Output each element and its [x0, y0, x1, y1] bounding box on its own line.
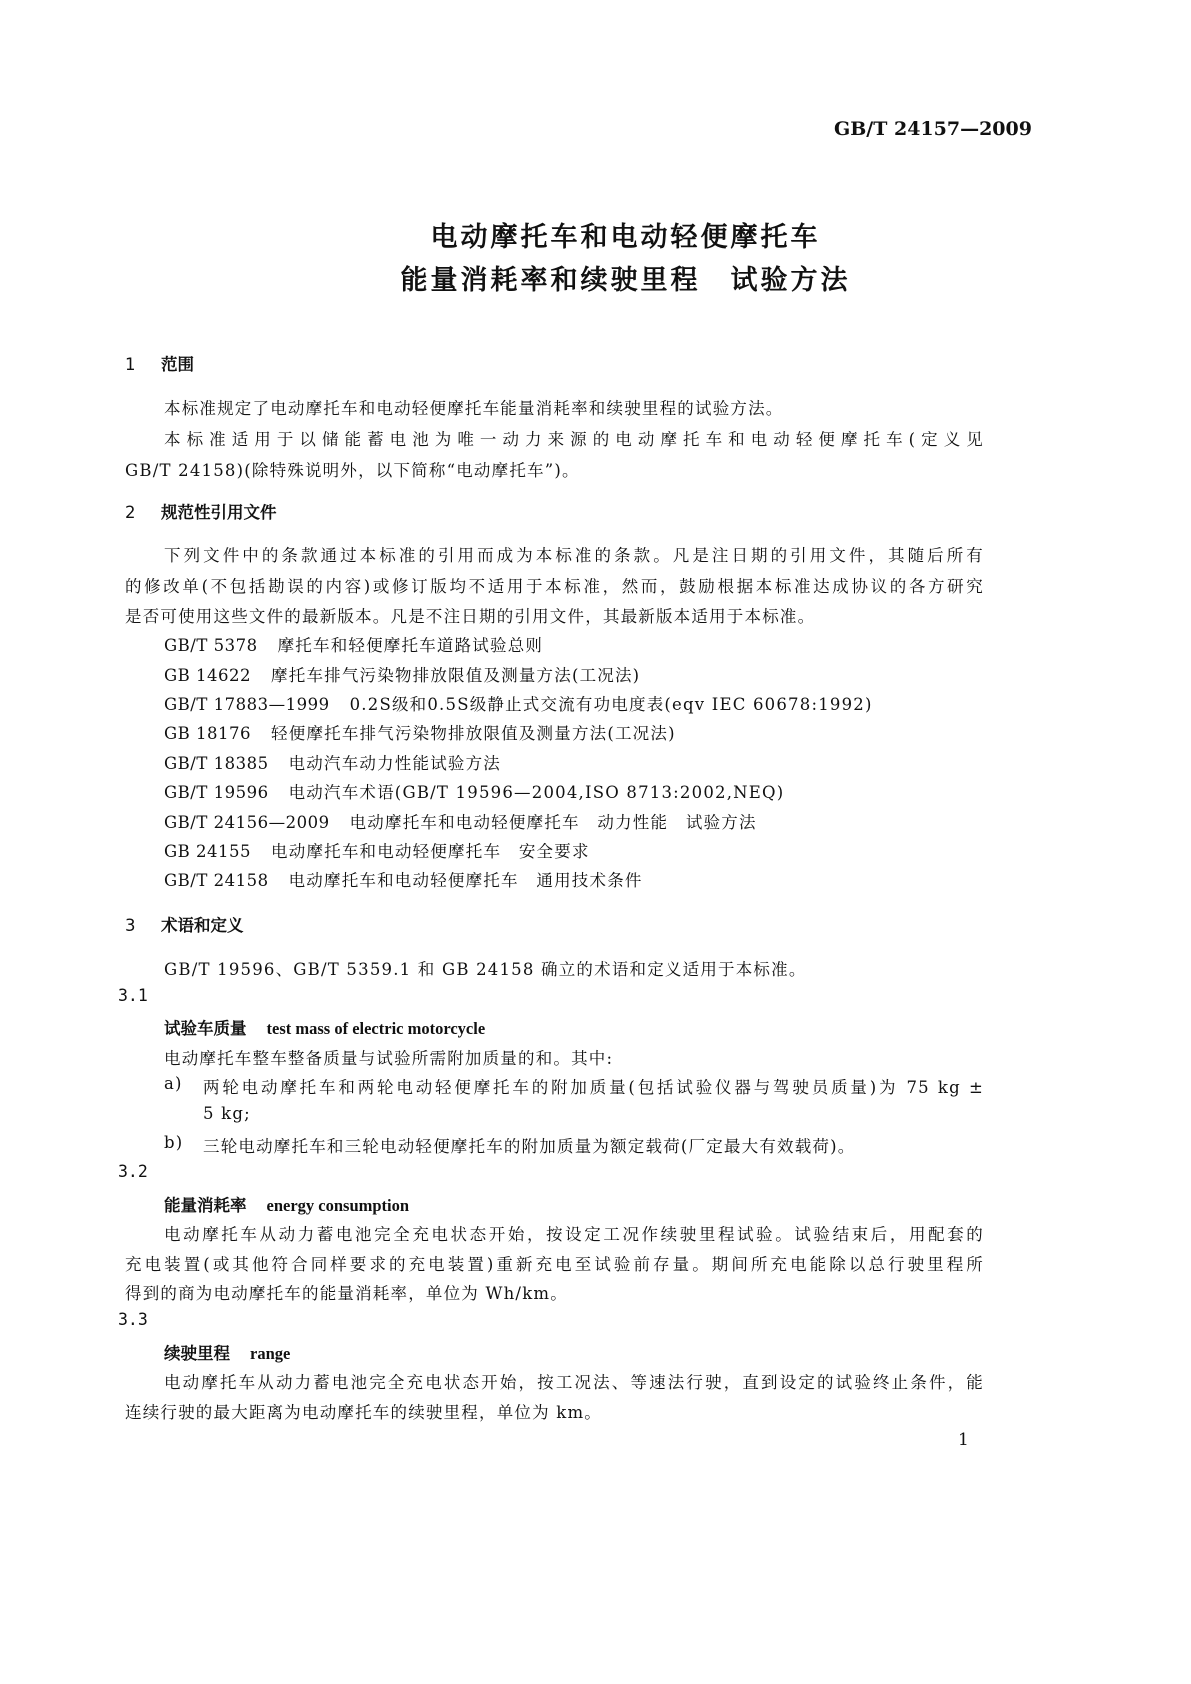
list-label: a) — [164, 1074, 183, 1093]
paragraph: 本标准适用于以储能蓄电池为唯一动力来源的电动摩托车和电动轻便摩托车(定义见 — [164, 430, 984, 449]
paragraph: GB/T 19596、GB/T 5359.1 和 GB 24158 确立的术语和定义适用于本标准。 — [164, 960, 807, 979]
reference-item — [164, 691, 873, 715]
term-zh: 试验车质量 — [164, 1019, 247, 1038]
list-item: 三轮电动摩托车和三轮电动轻便摩托车的附加质量为额定载荷(厂定最大有效载荷)。 — [203, 1137, 856, 1156]
reference-title: 轻便摩托车排气污染物排放限值及测量方法(工况法) — [271, 724, 676, 743]
reference-item — [164, 809, 757, 833]
document-title-line-2: 能量消耗率和续驶里程 试验方法 — [400, 265, 851, 296]
section-1-heading — [125, 351, 194, 375]
reference-item — [164, 779, 784, 803]
paragraph: 本标准规定了电动摩托车和电动轻便摩托车能量消耗率和续驶里程的试验方法。 — [164, 399, 784, 418]
subsection-number: 3.1 — [118, 986, 148, 1005]
section-number: 1 — [125, 355, 136, 374]
reference-code: GB/T 19596 — [164, 783, 269, 802]
term-en: energy consumption — [266, 1196, 410, 1215]
reference-item — [164, 838, 590, 862]
list-item: 5 kg; — [203, 1104, 251, 1123]
reference-title: 电动汽车术语(GB/T 19596—2004,ISO 8713:2002,NEQ) — [288, 783, 785, 802]
reference-code: GB 14622 — [164, 666, 252, 685]
paragraph: GB/T 24158)(除特殊说明外，以下简称“电动摩托车”)。 — [125, 461, 580, 480]
reference-title: 电动摩托车和电动轻便摩托车 安全要求 — [271, 842, 590, 861]
reference-code: GB/T 17883—1999 — [164, 695, 330, 714]
reference-title: 电动汽车动力性能试验方法 — [288, 754, 502, 773]
section-number: 3 — [125, 916, 136, 935]
paragraph: 是否可使用这些文件的最新版本。凡是不注日期的引用文件，其最新版本适用于本标准。 — [125, 607, 816, 626]
section-2-heading — [125, 499, 277, 523]
section-number: 2 — [125, 503, 136, 522]
term-definition: 电动摩托车从动力蓄电池完全充电状态开始，按工况法、等速法行驶，直到设定的试验终止条件，能 — [164, 1373, 984, 1392]
subsection-number: 3.3 — [118, 1310, 148, 1329]
term-definition: 得到的商为电动摩托车的能量消耗率，单位为 Wh/km。 — [125, 1284, 568, 1303]
reference-code: GB/T 24158 — [164, 871, 269, 890]
term-zh: 能量消耗率 — [164, 1196, 247, 1215]
reference-title: 电动摩托车和电动轻便摩托车 动力性能 试验方法 — [349, 813, 757, 832]
term-heading — [164, 1340, 290, 1364]
term-definition: 连续行驶的最大距离为电动摩托车的续驶里程，单位为 km。 — [125, 1403, 602, 1422]
reference-title: 摩托车和轻便摩托车道路试验总则 — [277, 636, 544, 655]
reference-code: GB/T 24156—2009 — [164, 813, 330, 832]
reference-item — [164, 662, 640, 686]
reference-code: GB/T 18385 — [164, 754, 269, 773]
section-3-heading — [125, 912, 244, 936]
standard-code: GB/T 24157—2009 — [834, 118, 1032, 140]
term-en: range — [250, 1344, 291, 1363]
reference-item — [164, 720, 676, 744]
list-item: 两轮电动摩托车和两轮电动轻便摩托车的附加质量(包括试验仪器与驾驶员质量)为 75 kg ± — [203, 1078, 984, 1097]
reference-title: 0.2S级和0.5S级静止式交流有功电度表(eqv IEC 60678:1992) — [349, 695, 873, 714]
section-title: 术语和定义 — [161, 916, 244, 935]
list-label: b) — [164, 1133, 184, 1152]
subsection-number: 3.2 — [118, 1162, 148, 1181]
page-number: 1 — [958, 1430, 969, 1450]
term-definition: 电动摩托车从动力蓄电池完全充电状态开始，按设定工况作续驶里程试验。试验结束后，用配套的 — [164, 1225, 984, 1244]
reference-item — [164, 867, 643, 891]
term-zh: 续驶里程 — [164, 1344, 230, 1363]
document-title-line-1: 电动摩托车和电动轻便摩托车 — [430, 222, 821, 253]
term-en: test mass of electric motorcycle — [266, 1019, 486, 1038]
term-definition: 充电装置(或其他符合同样要求的充电装置)重新充电至试验前存量。期间所充电能除以总行驶里程所 — [125, 1255, 984, 1274]
reference-item — [164, 632, 543, 656]
term-heading — [164, 1015, 485, 1039]
reference-code: GB/T 5378 — [164, 636, 258, 655]
term-definition: 电动摩托车整车整备质量与试验所需附加质量的和。其中: — [164, 1049, 614, 1068]
reference-title: 摩托车排气污染物排放限值及测量方法(工况法) — [271, 666, 641, 685]
reference-code: GB 24155 — [164, 842, 252, 861]
paragraph: 的修改单(不包括勘误的内容)或修订版均不适用于本标准，然而，鼓励根据本标准达成协议的各方研究 — [125, 577, 984, 596]
reference-code: GB 18176 — [164, 724, 252, 743]
reference-title: 电动摩托车和电动轻便摩托车 通用技术条件 — [288, 871, 643, 890]
term-heading — [164, 1192, 409, 1216]
paragraph: 下列文件中的条款通过本标准的引用而成为本标准的条款。凡是注日期的引用文件，其随后所有 — [164, 546, 984, 565]
section-title: 规范性引用文件 — [161, 503, 277, 522]
section-title: 范围 — [161, 355, 194, 374]
reference-item — [164, 750, 501, 774]
